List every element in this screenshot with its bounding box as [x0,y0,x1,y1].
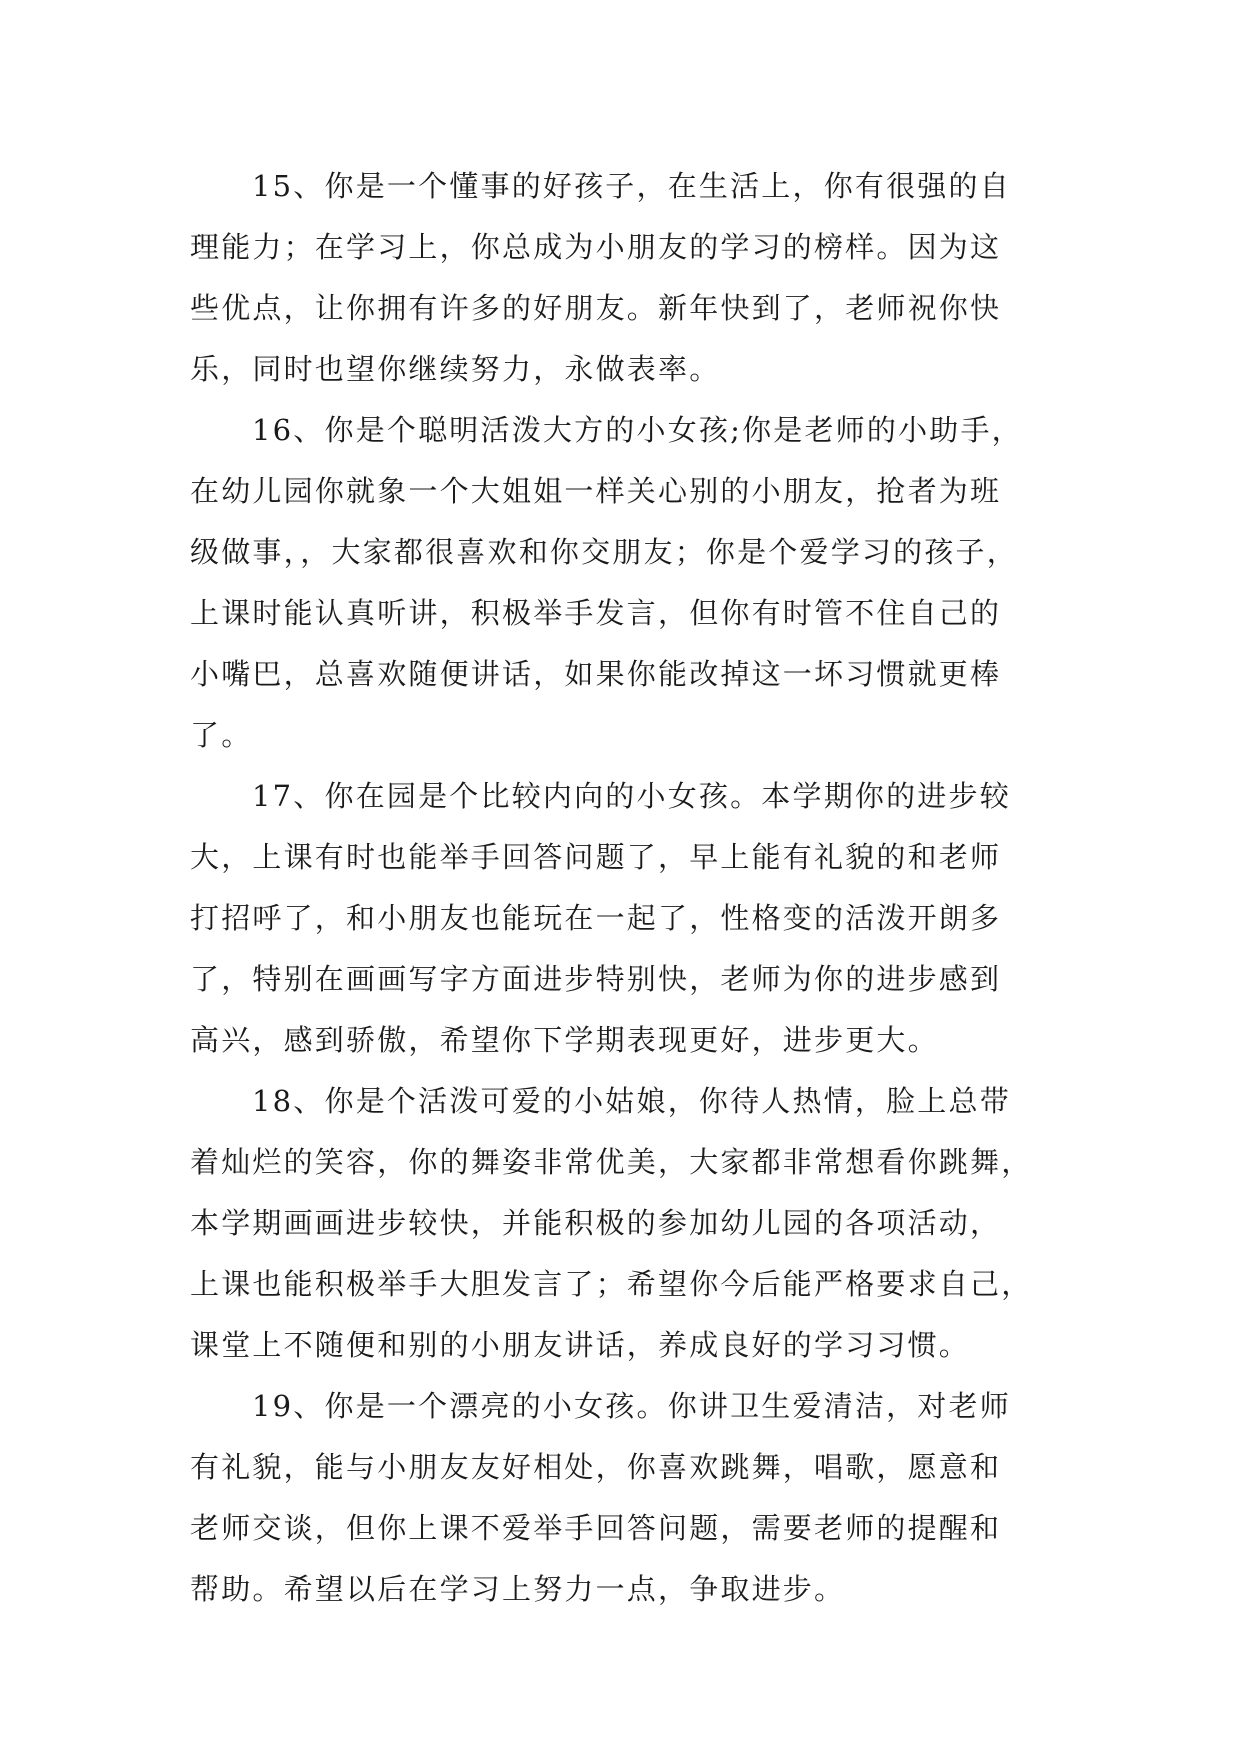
paragraph-line: 上课时能认真听讲，积极举手发言，但你有时管不住自己的 [190,596,1002,630]
paragraph-15 [190,156,1053,400]
paragraph-line: 理能力；在学习上，你总成为小朋友的学习的榜样。因为这 [190,230,1002,264]
paragraph-line: 18、你是个活泼可爱的小姑娘，你待人热情，脸上总带 [252,1084,1011,1118]
paragraph-17 [190,766,1053,1071]
paragraph-line: 小嘴巴，总喜欢随便讲话，如果你能改掉这一坏习惯就更棒 [190,657,1002,691]
paragraph-line: 了。 [190,718,253,752]
paragraph-line: 上课也能积极举手大胆发言了；希望你今后能严格要求自己， [190,1267,1033,1301]
document-body [190,156,1053,1620]
paragraph-line: 级做事，，大家都很喜欢和你交朋友；你是个爱学习的孩子， [190,535,1018,569]
paragraph-line: 老师交谈，但你上课不爱举手回答问题，需要老师的提醒和 [190,1511,1002,1545]
paragraph-line: 帮助。希望以后在学习上努力一点，争取进步。 [190,1572,846,1606]
paragraph-line: 本学期画画进步较快，并能积极的参加幼儿园的各项活动， [190,1206,1002,1240]
paragraph-line: 19、你是一个漂亮的小女孩。你讲卫生爱清洁，对老师 [252,1389,1011,1423]
paragraph-line: 高兴，感到骄傲，希望你下学期表现更好，进步更大。 [190,1023,939,1057]
paragraph-19 [190,1376,1053,1620]
paragraph-line: 有礼貌，能与小朋友友好相处，你喜欢跳舞，唱歌，愿意和 [190,1450,1002,1484]
paragraph-18 [190,1071,1053,1376]
paragraph-line: 些优点，让你拥有许多的好朋友。新年快到了，老师祝你快 [190,291,1002,325]
paragraph-line: 在幼儿园你就象一个大姐姐一样关心别的小朋友，抢者为班 [190,474,1002,508]
paragraph-line: 课堂上不随便和别的小朋友讲话，养成良好的学习习惯。 [190,1328,971,1362]
paragraph-line: 大，上课有时也能举手回答问题了，早上能有礼貌的和老师 [190,840,1002,874]
paragraph-line: 着灿烂的笑容，你的舞姿非常优美，大家都非常想看你跳舞， [190,1145,1033,1179]
paragraph-16 [190,400,1053,766]
paragraph-line: 17、你在园是个比较内向的小女孩。本学期你的进步较 [252,779,1011,813]
paragraph-line: 15、你是一个懂事的好孩子，在生活上，你有很强的自 [252,169,1011,203]
paragraph-line: 16、你是个聪明活泼大方的小女孩;你是老师的小助手， [252,413,1023,447]
paragraph-line: 了，特别在画画写字方面进步特别快，老师为你的进步感到 [190,962,1002,996]
paragraph-line: 打招呼了，和小朋友也能玩在一起了，性格变的活泼开朗多 [190,901,1002,935]
paragraph-line: 乐，同时也望你继续努力，永做表率。 [190,352,721,386]
